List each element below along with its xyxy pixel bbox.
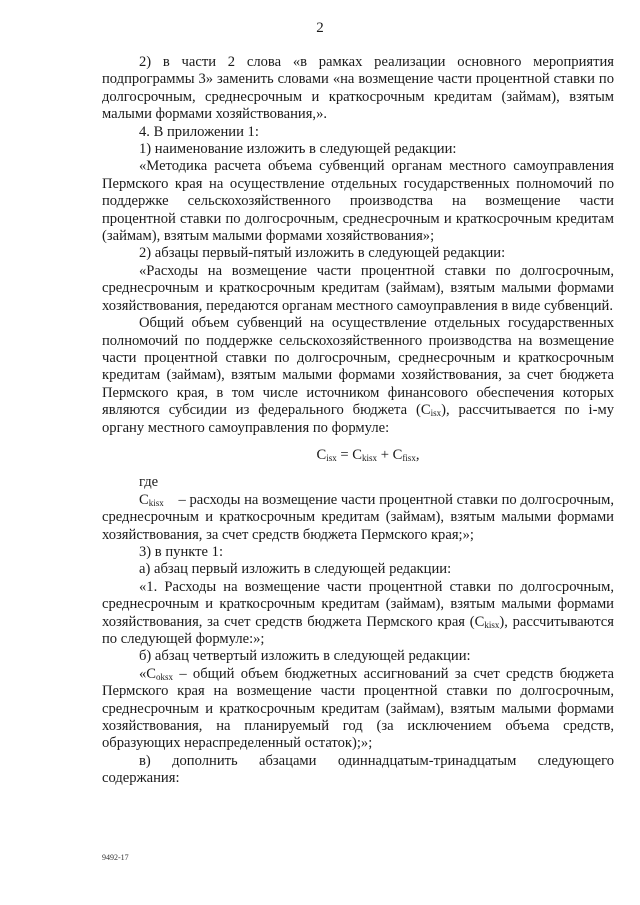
formula-symbol: C [352,446,363,463]
formula [102,447,614,464]
subscript: oksx [156,671,174,682]
paragraph-coksx-definition [102,666,614,753]
definition-ckisx [102,492,614,544]
paragraph-abzats-first: а) абзац первый изложить в следующей редакции: [139,561,452,578]
paragraph-title-amendment: 1) наименование изложить в следующей редакции: [139,141,457,158]
text-run: ), рассчитываются по следующей формуле:»; [102,613,614,647]
paragraph-add-abzats: в) дополнить абзацами одиннадцатым-тринадцатым следующего содержания: [102,752,614,787]
formula-symbol: C [316,446,327,463]
formula-symbol: C [392,446,403,463]
paragraph-total-subventions [102,315,614,437]
formula-operator: , [415,446,420,463]
document-body [102,54,614,788]
formula-operator: + [377,446,393,463]
paragraph-point1-heading: 3) в пункте 1: [139,543,224,560]
definition-subscript: kisx [148,497,164,508]
formula-subscript: fisx [402,452,416,463]
paragraph-expenses-formula [102,579,614,649]
subscript: kisx [484,619,500,630]
footer-document-code: 9492-17 [102,853,129,862]
paragraph-appendix-heading: 4. В приложении 1: [139,123,259,140]
text-run: ), рассчитывается по i-му органу местного самоуправления по формуле: [102,402,615,436]
text-run: «1. Расходы на возмещение части процентной ставки по долгосрочным, среднесрочным и краткосрочным кредитам (займам), взятым малыми формами хозяйствования, за счет средств бюджета Пермского края (C [102,578,614,630]
paragraph-abzats-amendment: 2) абзацы первый-пятый изложить в следующей редакции: [139,245,506,262]
text-run: – общий объем бюджетных ассигнований за счет средств бюджета Пермского края на возмещение части процентной ставки по долгосрочным, среднесрочным и краткосрочным кредитам (займам), взятым малыми формами хозяйствования, на планируемый год (за исключением объема средств, образующих нераспределенный остаток);»; [102,665,614,752]
paragraph-methodology-title: «Методика расчета объема субвенций органам местного самоуправления Пермского края на осуществление отдельных государственных полномочий по поддержке сельскохозяйственного производства на возмещение части процентной ставки по долгосрочным, среднесрочным и краткосрочным кредитам (займам), взятым малыми формами хозяйствования»; [102,158,614,245]
paragraph-expenses-subventions: «Расходы на возмещение части процентной ставки по долгосрочным, среднесрочным и краткосрочным кредитам (займам), взятым малыми формами хозяйствования, передаются органам местного самоуправления в виде субвенций. [102,262,614,314]
formula-subscript: kisx [362,452,378,463]
formula-subscript: isx [326,452,337,463]
paragraph-abzats-fourth: б) абзац четвертый изложить в следующей редакции: [139,648,471,665]
formula-operator: = [336,446,353,463]
definition-symbol: C [139,491,149,508]
text-run: Общий объем субвенций на осуществление отдельных государственных полномочий по поддержке сельскохозяйственного производства на возмещение части процентной ставки по долгосрочным, среднесрочным и краткосрочным кредитам (займам), взятым малыми формами хозяйствования, за счет бюджета Пермского края, в том числе источником финансового обеспечения которых являются субсидии из федерального бюджета (C [102,315,614,419]
page-number: 2 [316,20,324,36]
definition-text: – расходы на возмещение части процентной ставки по долгосрочным, среднесрочным и краткосрочным кредитам (займам), взятым малыми формами хозяйствования, за счет средств бюджета Пермского края;»; [102,491,614,543]
subscript: isx [430,408,442,419]
paragraph-part2-amendment: 2) в части 2 слова «в рамках реализации основного мероприятия подпрограммы 3» заменить словами «на возмещение части процентной ставки по долгосрочным, среднесрочным и краткосрочным кредитам (займам), взятым малыми формами хозяйствования,». [102,54,614,123]
text-run: «C [139,665,157,682]
where-label: где [139,474,159,491]
